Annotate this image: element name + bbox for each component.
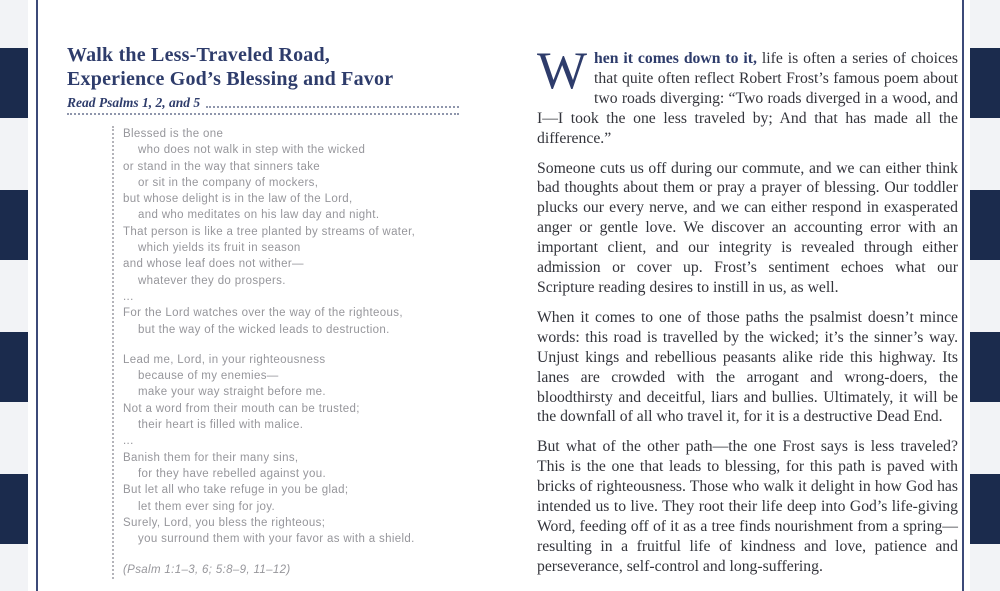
scripture-line: and who meditates on his law day and night.: [138, 209, 380, 222]
body-paragraph-3: When it comes to one of those paths the psalmist doesn’t mince words: this road is travelled by the wicked; it’s the sinner’s way. Unjust kings and rebellious peasants alike ride this highway. Its lanes are crowded with the arrogant and wrong-doers, the bloodthirsty and deceitful, liars and bullies. Ultimately, it will be the downfall of all who travel it, for it is a destructive Dead End.: [537, 308, 958, 426]
scripture-line: whatever they do prospers.: [138, 274, 286, 287]
chapter-title-line2: Experience God’s Blessing and Favor: [67, 67, 394, 90]
scripture-line: or sit in the company of mockers,: [138, 176, 319, 189]
scripture-line: But let all who take refuge in you be glad;: [123, 484, 349, 497]
scripture-line: or stand in the way that sinners take: [123, 160, 321, 173]
reading-reference: Read Psalms 1, 2, and 5: [67, 95, 201, 110]
scripture-line: which yields its fruit in season: [138, 242, 301, 255]
left-page: [67, 44, 459, 579]
scripture-citation: (Psalm 1:1–3, 6; 5:8–9, 11–12): [123, 564, 291, 577]
scripture-line: That person is like a tree planted by streams of water,: [123, 225, 416, 238]
scripture-line: Surely, Lord, you bless the righteous;: [123, 516, 326, 529]
right-edge-rule: [962, 0, 964, 591]
scripture-line: Blessed is the one: [123, 128, 224, 140]
chapter-title-line1: Walk the Less-Traveled Road,: [67, 44, 331, 66]
dotted-leader: [206, 106, 459, 108]
scripture-stanza-gap: [123, 338, 459, 352]
chapter-title: [67, 44, 459, 91]
scripture-line: Banish them for their many sins,: [123, 451, 299, 464]
scripture-line: For the Lord watches over the way of the righteous,: [123, 307, 403, 320]
scripture-line: but the way of the wicked leads to destruction.: [138, 323, 390, 336]
scripture-line: ...: [123, 435, 134, 448]
body-paragraph-2: Someone cuts us off during our commute, and we can either think bad thoughts about them or pray a prayer of blessing. Our toddler plucks our every nerve, and we can either respond in exasperated anger or gentle love. We discover an accounting error with an important client, and our integrity is revealed through either admission or cover up. Frost’s sentiment echoes what our Scripture reading desires to instill in us, as well.: [537, 159, 958, 296]
scripture-line: ...: [123, 290, 134, 303]
drop-cap: W: [537, 42, 588, 100]
scripture-line: you surround them with your favor as with a shield.: [138, 533, 415, 546]
body-paragraph-4: But what of the other path—the one Frost says is less traveled? This is the one that leads to blessing, for this path is paved with bricks of righteousness. Those who walk it delight in how God has intended us to live. They root their life deep into God’s life-giving Word, feeding off of it as a tree finds nourishment from a spring—resulting in a fruitful life of kindness and love, patience and perseverance, self-control and long-suffering.: [537, 438, 958, 575]
scripture-line: who does not walk in step with the wicked: [138, 144, 366, 157]
body-paragraph-1: [537, 42, 958, 149]
scripture-line: Lead me, Lord, in your righteousness: [123, 353, 326, 366]
right-page: [537, 42, 958, 587]
scripture-lines: [123, 126, 459, 547]
scripture-line: Not a word from their mouth can be trusted;: [123, 402, 360, 415]
left-edge-rule: [36, 0, 38, 591]
scripture-line: because of my enemies—: [138, 370, 279, 383]
scripture-line: make your way straight before me.: [138, 386, 326, 399]
scripture-line: their heart is filled with malice.: [138, 419, 304, 432]
paragraph-text: life is often a series of choices that quite often reflect Robert Frost’s famous poem about two roads diverging: “Two roads diverged in a wood, and I—I took the one less traveled by; And that has made all the difference.”: [537, 50, 958, 147]
scripture-line: let them ever sing for joy.: [138, 500, 276, 513]
right-stripe-border: [970, 0, 1000, 591]
dotted-rule: [67, 113, 459, 115]
scripture-line: but whose delight is in the law of the Lord,: [123, 193, 353, 206]
scripture-quote-block: [112, 126, 459, 579]
scripture-line: for they have rebelled against you.: [138, 467, 327, 480]
left-stripe-border: [0, 0, 28, 591]
scripture-line: and whose leaf does not wither—: [123, 258, 304, 271]
reading-reference-row: [67, 95, 459, 111]
bold-lead-in: hen it comes down to it,: [594, 50, 757, 67]
